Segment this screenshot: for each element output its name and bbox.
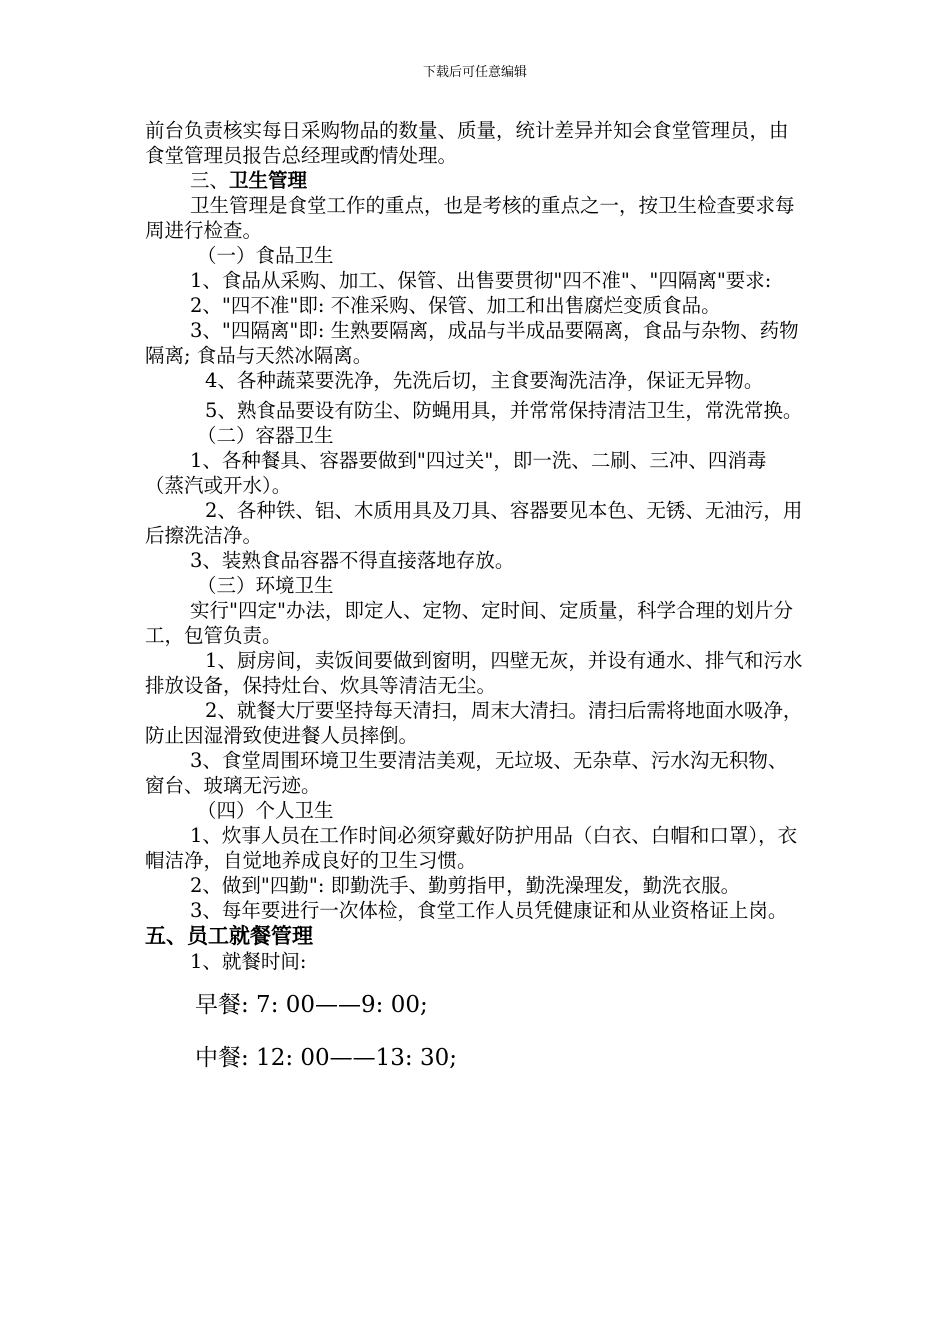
paragraph-procurement-check: 前台负责核实每日采购物品的数量、质量，统计差异并知会食堂管理员，由食堂管理员报告总经理或酌情处理。 bbox=[145, 119, 789, 167]
environment-item-3: 3、食堂周围环境卫生要清洁美观，无垃圾、无杂草、污水沟无积物、窗台、玻璃无污迹。 bbox=[145, 749, 788, 797]
section-3-number: 三、 bbox=[190, 169, 230, 192]
lunch-time: 中餐: 12: 00——13: 30; bbox=[195, 1045, 457, 1071]
food-item-3: 3、"四隔离"即: 生熟要隔离，成品与半成品要隔离，食品与杂物、药物隔离; 食品与天然冰隔离。 bbox=[145, 319, 799, 367]
section-3-heading bbox=[145, 168, 805, 193]
section-5-title: 五、员工就餐管理 bbox=[145, 923, 313, 948]
container-item-3: 3、装熟食品容器不得直接落地存放。 bbox=[190, 549, 515, 572]
personal-item-1: 1、炊事人员在工作时间必须穿戴好防护用品（白衣、白帽和口罩），衣帽洁净，自觉地养成良好的卫生习惯。 bbox=[145, 824, 798, 872]
subsection-personal-hygiene-title: （四）个人卫生 bbox=[197, 799, 334, 822]
environment-intro: 实行"四定"办法，即定人、定物、定时间、定质量，科学合理的划片分工，包管负责。 bbox=[145, 599, 793, 647]
section-3-title: 卫生管理 bbox=[229, 169, 308, 192]
food-item-4: 4、各种蔬菜要洗净，先洗后切，主食要淘洗洁净，保证无异物。 bbox=[205, 369, 764, 392]
subsection-food-hygiene-title: （一）食品卫生 bbox=[197, 244, 334, 267]
subsection-environment-hygiene-title: （三）环境卫生 bbox=[197, 574, 334, 597]
food-item-2: 2、"四不准"即: 不准采购、保管、加工和出售腐烂变质食品。 bbox=[190, 294, 721, 317]
subsection-container-hygiene-title: （二）容器卫生 bbox=[197, 424, 334, 447]
environment-item-2: 2、就餐大厅要坚持每天清扫，周末大清扫。清扫后需将地面水吸净，防止因湿滑致使进餐人员摔倒。 bbox=[145, 699, 803, 747]
personal-item-3: 3、每年要进行一次体检，食堂工作人员凭健康证和从业资格证上岗。 bbox=[190, 899, 788, 922]
food-item-5: 5、熟食品要设有防尘、防蝇用具，并常常保持清洁卫生，常洗常换。 bbox=[205, 399, 803, 422]
section-3-intro: 卫生管理是食堂工作的重点，也是考核的重点之一，按卫生检查要求每周进行检查。 bbox=[145, 194, 795, 242]
breakfast-time: 早餐: 7: 00——9: 00; bbox=[195, 992, 428, 1018]
personal-item-2: 2、做到"四勤": 即勤洗手、勤剪指甲，勤洗澡理发，勤洗衣服。 bbox=[190, 874, 741, 897]
container-item-1: 1、各种餐具、容器要做到"四过关"，即一洗、二刷、三冲、四消毒（蒸汽或开水）。 bbox=[145, 449, 767, 497]
food-item-1: 1、食品从采购、加工、保管、出售要贯彻"四不准"、"四隔离"要求: bbox=[190, 269, 772, 292]
meal-time-label: 1、就餐时间: bbox=[190, 950, 307, 973]
document-body bbox=[145, 118, 805, 1072]
container-item-2: 2、各种铁、铝、木质用具及刀具、容器要见本色、无锈、无油污，用后擦洗洁净。 bbox=[145, 499, 803, 547]
page-header-note: 下载后可任意编辑 bbox=[422, 65, 527, 80]
environment-item-1: 1、厨房间，卖饭间要做到窗明，四壁无灰，并设有通水、排气和污水排放设备，保持灶台、炊具等清洁无尘。 bbox=[145, 649, 803, 697]
